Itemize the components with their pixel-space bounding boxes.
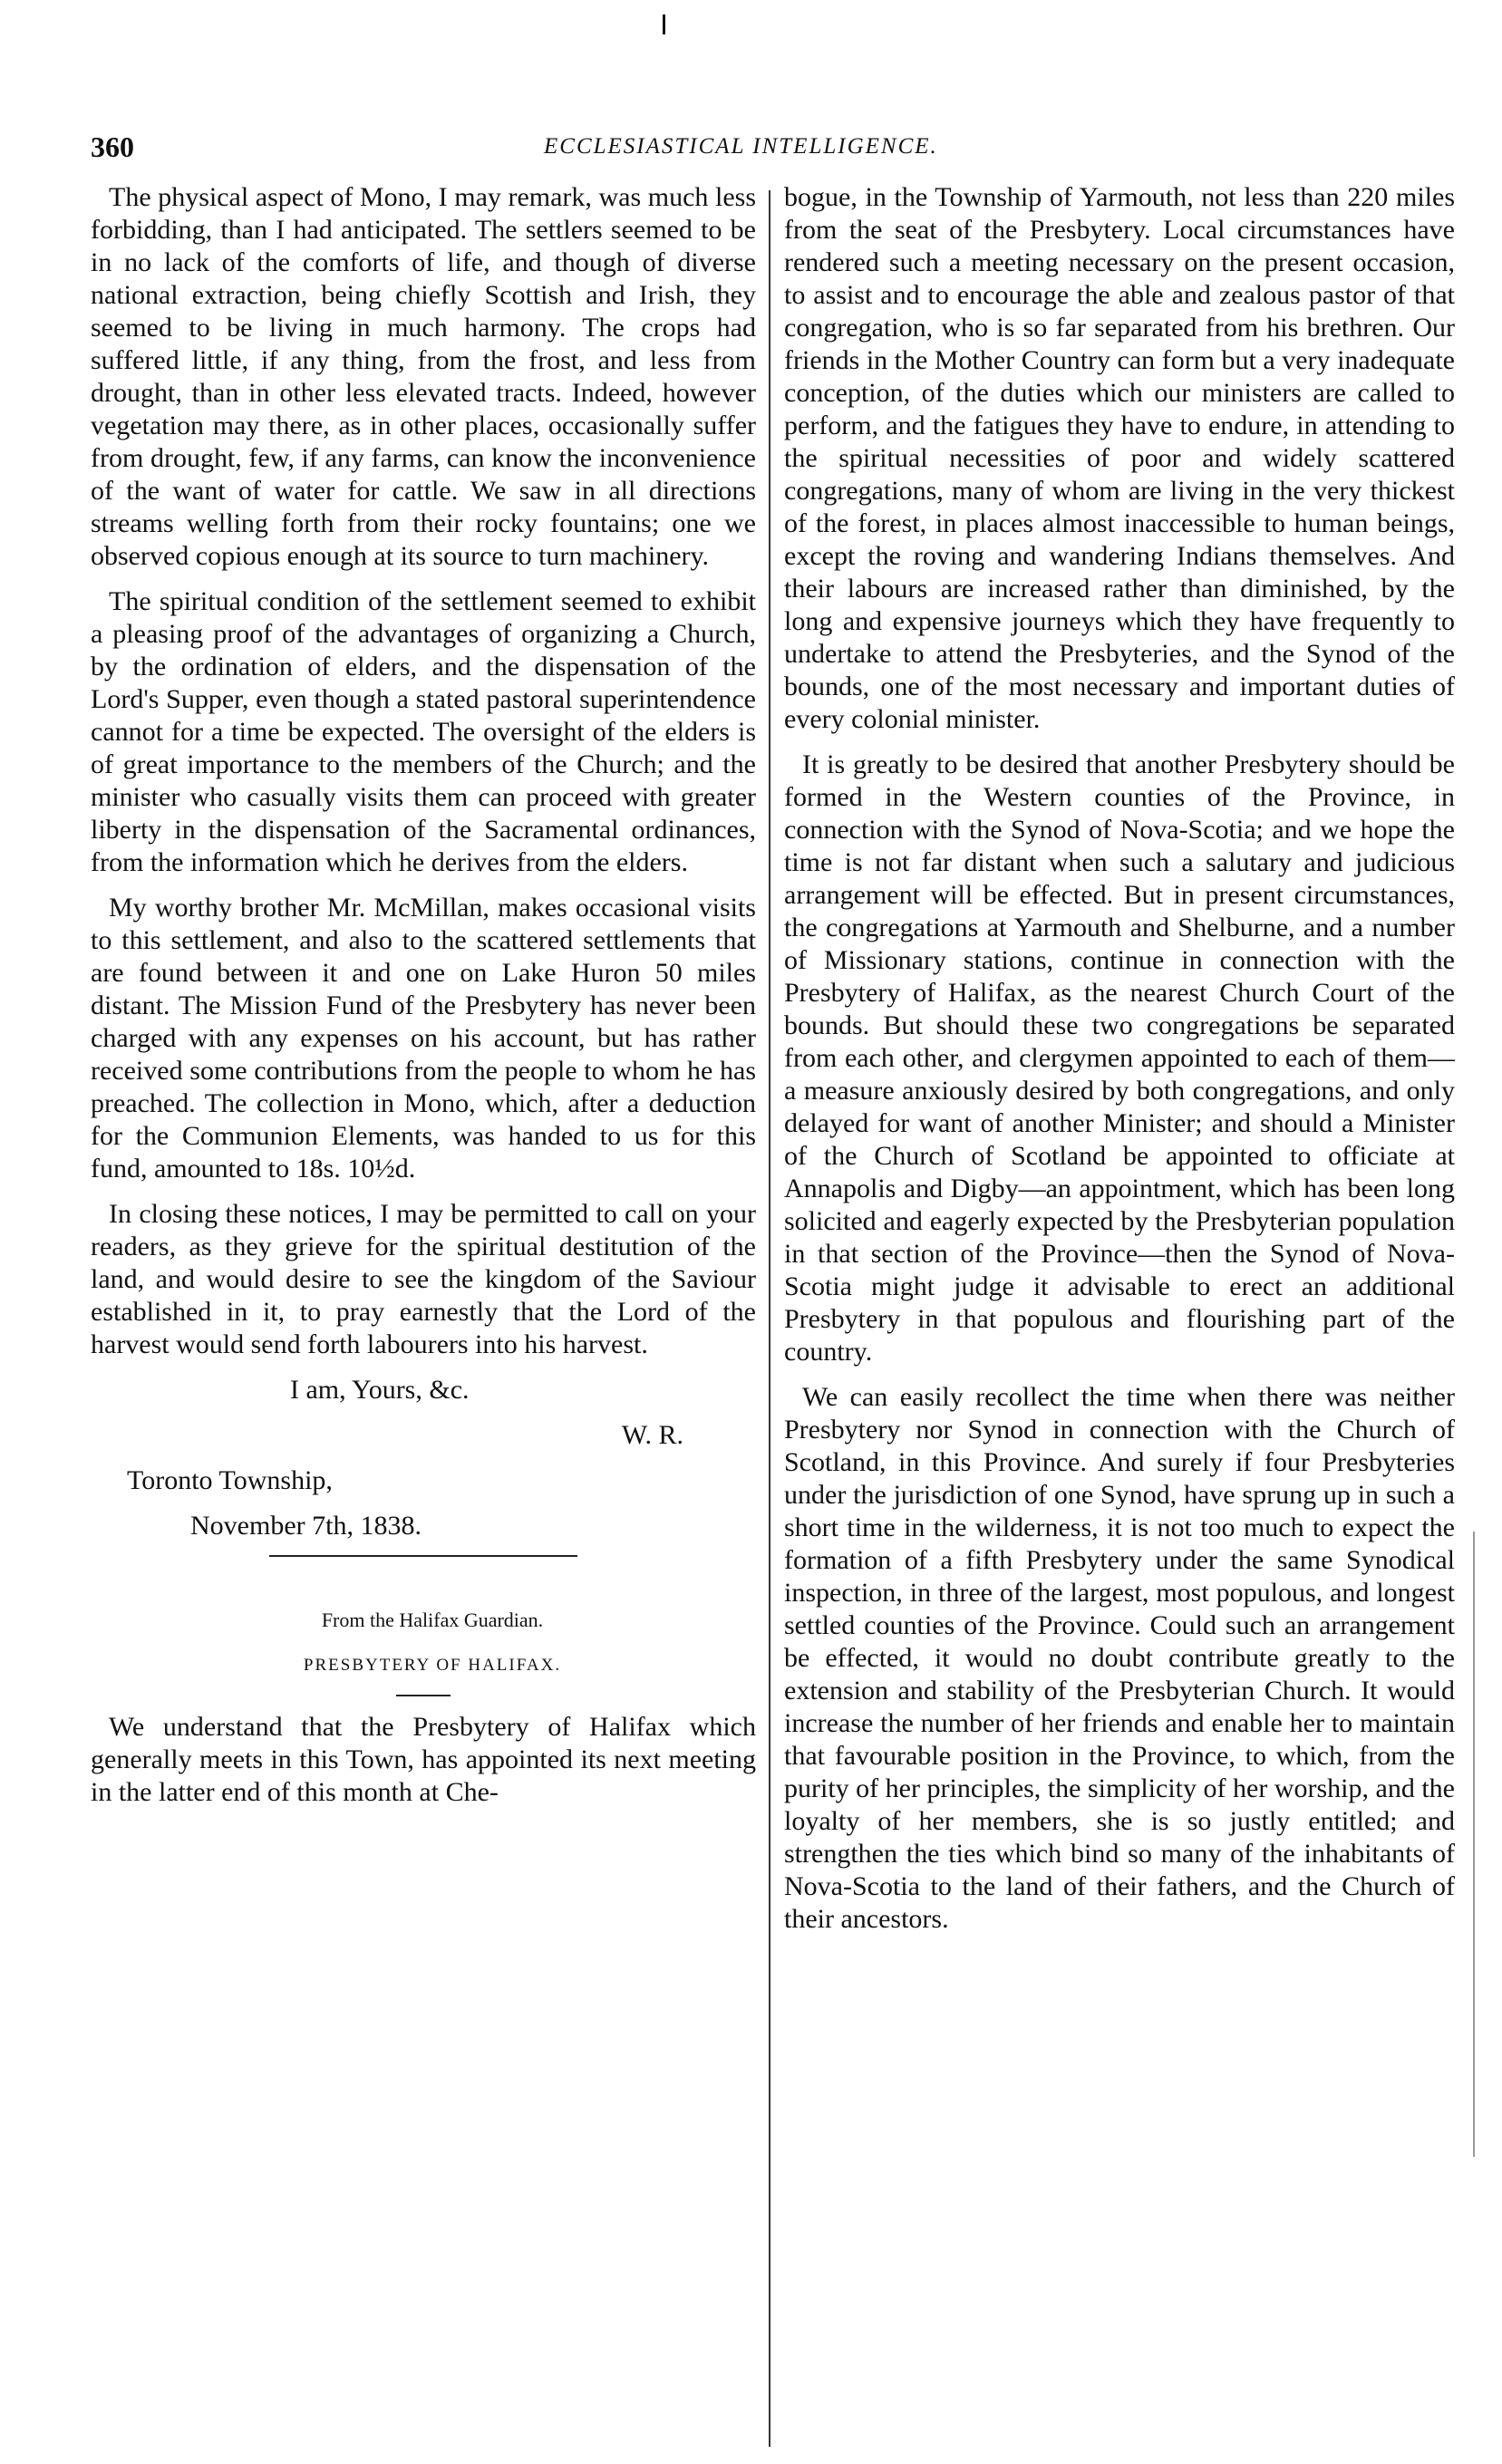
- paragraph-closing: In closing these notices, I may be permitted to call on your readers, as they grieve for the spiritual destitution of the land, and would desire to see the kingdom of the Saviour established in it, to pray earnestly that the Lord of the harvest would send forth labourers into his harvest.: [91, 1199, 756, 1359]
- paragraph-chebogue: bogue, in the Township of Yarmouth, not less than 220 miles from the seat of the Presbytery. Local circumstances have rendered such a meeting necessary on the present occasion, to assist and to encourage the able and zealous pastor of that congregation, who is so far separated from his brethren. Our friends in the Mother Country can form but a very inadequate conception, of the duties which our ministers are called to perform, and the fatigues they have to endure, in attending to the spiritual necessities of poor and widely scattered congregations, many of whom are living in the very thickest of the forest, in places almost inaccessible to human beings, except the roving and wandering Indians themselves. And their labours are increased rather than diminished, by the long and expensive journeys which they have frequently to undertake to attend the Presbyteries, and the Synod of the bounds, one of the most necessary and important duties of every colonial minister.: [784, 182, 1455, 734]
- column-divider: [769, 190, 770, 2447]
- article-heading: PRESBYTERY OF HALIFAX.: [303, 1656, 562, 1675]
- paragraph-halifax-intro: We understand that the Presbytery of Halifax which generally meets in this Town, has appointed its next meeting in the latter end of this month at Che-: [91, 1712, 756, 1807]
- running-title: ECCLESIASTICAL INTELLIGENCE.: [544, 134, 938, 159]
- right-edge-rule: [1473, 1532, 1475, 2157]
- paragraph-spiritual-condition: The spiritual condition of the settlement seemed to exhibit a pleasing proof of the advantages of organizing a Church, by the ordination of elders, and the dispensation of the Lord's Supper, even though a stated pastoral superintendence cannot for a time be expected. The oversight of the elders is of great importance to the members of the Church; and the minister who casually visits them can proceed with greater liberty in the dispensation of the Sacramental ordinances, from the information which he derives from the elders.: [91, 586, 756, 877]
- letter-signoff: I am, Yours, &c.: [290, 1375, 470, 1405]
- section-divider: [269, 1555, 577, 1557]
- margin-tick-mark: [663, 14, 665, 34]
- heading-rule: [396, 1695, 451, 1696]
- author-initials: W. R.: [621, 1420, 683, 1450]
- paragraph-recollection: We can easily recollect the time when there was neither Presbytery nor Synod in connection with the Church of Scotland, in this Province. And surely if four Presbyteries under the jurisdiction of one Synod, have sprung up in such a short time in the wilderness, it is not too much to expect the formation of a fifth Presbytery under the same Synodical inspection, in three of the largest, most populous, and longest settled counties of the Province. Could such an arrangement be effected, it would no doubt contribute greatly to the extension and stability of the Presbyterian Church. It would increase the number of her friends and enable her to maintain that favourable position in the Province, to which, from the purity of her principles, the simplicity of her worship, and the loyalty of her members, she is so justly entitled; and strengthen the ties which bind so many of the inhabitants of Nova-Scotia to the land of their fathers, and the Church of their ancestors.: [784, 1382, 1455, 1934]
- letter-place: Toronto Township,: [127, 1465, 333, 1495]
- paragraph-new-presbytery: It is greatly to be desired that another Presbytery should be formed in the Western counties of the Province, in connection with the Synod of Nova-Scotia; and we hope the time is not far distant when such a salutary and judicious arrangement will be effected. But in present circumstances, the congregations at Yarmouth and Shelburne, and a number of Missionary stations, continue in connection with the Presbytery of Halifax, as the nearest Church Court of the bounds. But should these two congregations be separated from each other, and clergymen appointed to each of them—a measure anxiously desired by both congregations, and only delayed for want of another Minister; and should a Minister of the Church of Scotland be appointed to officiate at Annapolis and Digby—an appointment, which has been long solicited and eagerly expected by the Presbyterian population in that section of the Province—then the Synod of Nova-Scotia might judge it advisable to erect an additional Presbytery in that populous and flourishing part of the country.: [784, 749, 1455, 1367]
- left-column: [91, 181, 756, 1821]
- paragraph-mcmillan: My worthy brother Mr. McMillan, makes occasional visits to this settlement, and also to the scattered settlements that are found between it and one on Lake Huron 50 miles distant. The Mission Fund of the Presbytery has never been charged with any expenses on his account, but has rather received some contributions from the people to whom he has preached. The collection in Mono, which, after a deduction for the Communion Elements, was handed to us for this fund, amounted to 18s. 10½d.: [91, 893, 756, 1184]
- paragraph-mono-aspect: The physical aspect of Mono, I may remark, was much less forbidding, than I had anticipated. The settlers seemed to be in no lack of the comforts of life, and though of diverse national extraction, being chiefly Scottish and Irish, they seemed to be living in much harmony. The crops had suffered little, if any thing, from the frost, and less from drought, than in other less elevated tracts. Indeed, however vegetation may there, as in other places, occasionally suffer from drought, few, if any farms, can know the inconvenience of the want of water for cattle. We saw in all directions streams welling forth from their rocky fountains; one we observed copious enough at its source to turn machinery.: [91, 182, 756, 571]
- running-header: [91, 130, 1450, 167]
- article-source: From the Halifax Guardian.: [321, 1609, 544, 1631]
- right-column: [784, 181, 1455, 1948]
- letter-date: November 7th, 1838.: [190, 1511, 422, 1541]
- page-number: 360: [91, 130, 134, 163]
